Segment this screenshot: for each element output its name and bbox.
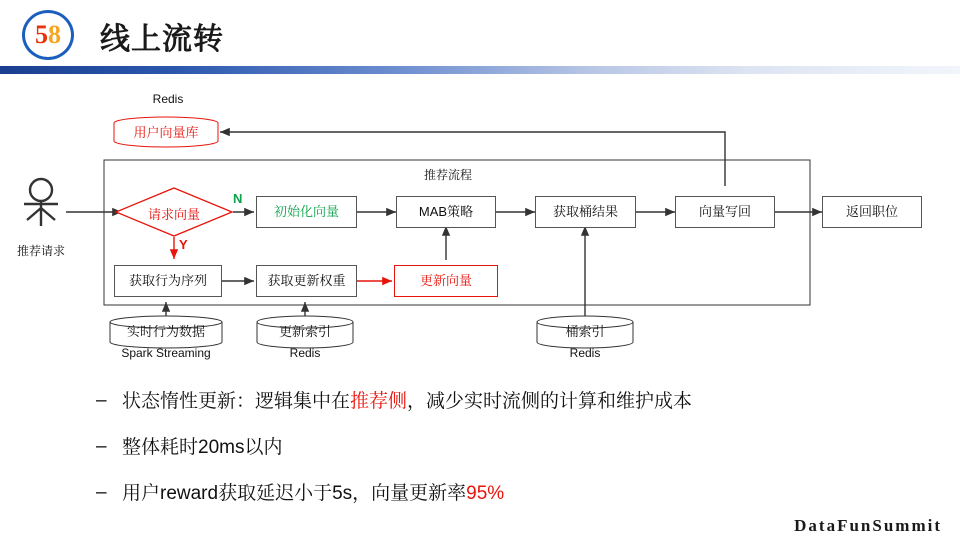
top-cylinder-caption: Redis	[152, 92, 184, 106]
bullet-text-pre: 用户reward获取延迟小于5s，向量更新率	[122, 482, 467, 504]
brand-logo	[22, 10, 80, 60]
logo-digit-5: 5	[35, 20, 48, 49]
cylinder-label-bucket-index: 桶索引	[565, 324, 605, 339]
logo-digit-8: 8	[48, 20, 61, 49]
node-get-bucket-result[interactable]: 获取桶结果	[535, 196, 636, 228]
bullet-text	[122, 390, 692, 414]
bullet-text	[122, 482, 504, 506]
logo-text	[22, 10, 74, 60]
bullet-dash: –	[96, 390, 107, 411]
top-cylinder-label: 用户向量库	[133, 125, 199, 140]
page-title: 线上流转	[100, 23, 224, 56]
node-update-vector[interactable]: 更新向量	[394, 265, 498, 297]
person-icon	[24, 179, 58, 226]
node-init-vector[interactable]: 初始化向量	[256, 196, 357, 228]
bullet-text-pre: 整体耗时20ms以内	[122, 436, 283, 458]
node-vector-writeback[interactable]: 向量写回	[675, 196, 775, 228]
bullet-text-highlight: 95%	[466, 482, 505, 504]
cylinder-caption-redis-1: Redis	[289, 346, 321, 360]
branch-label-y: Y	[179, 237, 188, 252]
decision-label: 请求向量	[147, 207, 200, 222]
branch-label-n: N	[233, 191, 243, 206]
node-mab-strategy[interactable]: MAB策略	[396, 196, 496, 228]
node-get-update-weight[interactable]: 获取更新权重	[256, 265, 357, 297]
node-return-job[interactable]: 返回职位	[822, 196, 922, 228]
slide-header	[0, 0, 960, 70]
bullet-text-post: ，减少实时流侧的计算和维护成本	[407, 391, 693, 412]
bullet-dash: –	[96, 435, 107, 457]
bullet-text-highlight: 推荐侧	[350, 391, 408, 412]
bullet-text-pre: 状态惰性更新：逻辑集中在	[122, 391, 351, 412]
list-item	[96, 436, 926, 460]
cylinder-caption-redis-2: Redis	[569, 346, 601, 360]
cylinder-label-update-index: 更新索引	[278, 324, 331, 339]
header-divider	[0, 66, 960, 74]
list-item	[96, 482, 926, 506]
footer-brand: DataFunSummit	[794, 516, 942, 535]
cylinder-caption-spark-streaming: Spark Streaming	[121, 346, 211, 360]
bullet-list	[96, 390, 926, 527]
node-get-behavior-seq[interactable]: 获取行为序列	[114, 265, 222, 297]
group-title: 推荐流程	[423, 168, 472, 182]
cylinder-label-realtime-behavior: 实时行为数据	[126, 324, 205, 339]
bullet-dash: –	[96, 481, 107, 503]
entry-label: 推荐请求	[16, 244, 65, 258]
flow-diagram	[0, 74, 960, 374]
list-item	[96, 390, 926, 414]
bullet-text	[122, 436, 282, 460]
